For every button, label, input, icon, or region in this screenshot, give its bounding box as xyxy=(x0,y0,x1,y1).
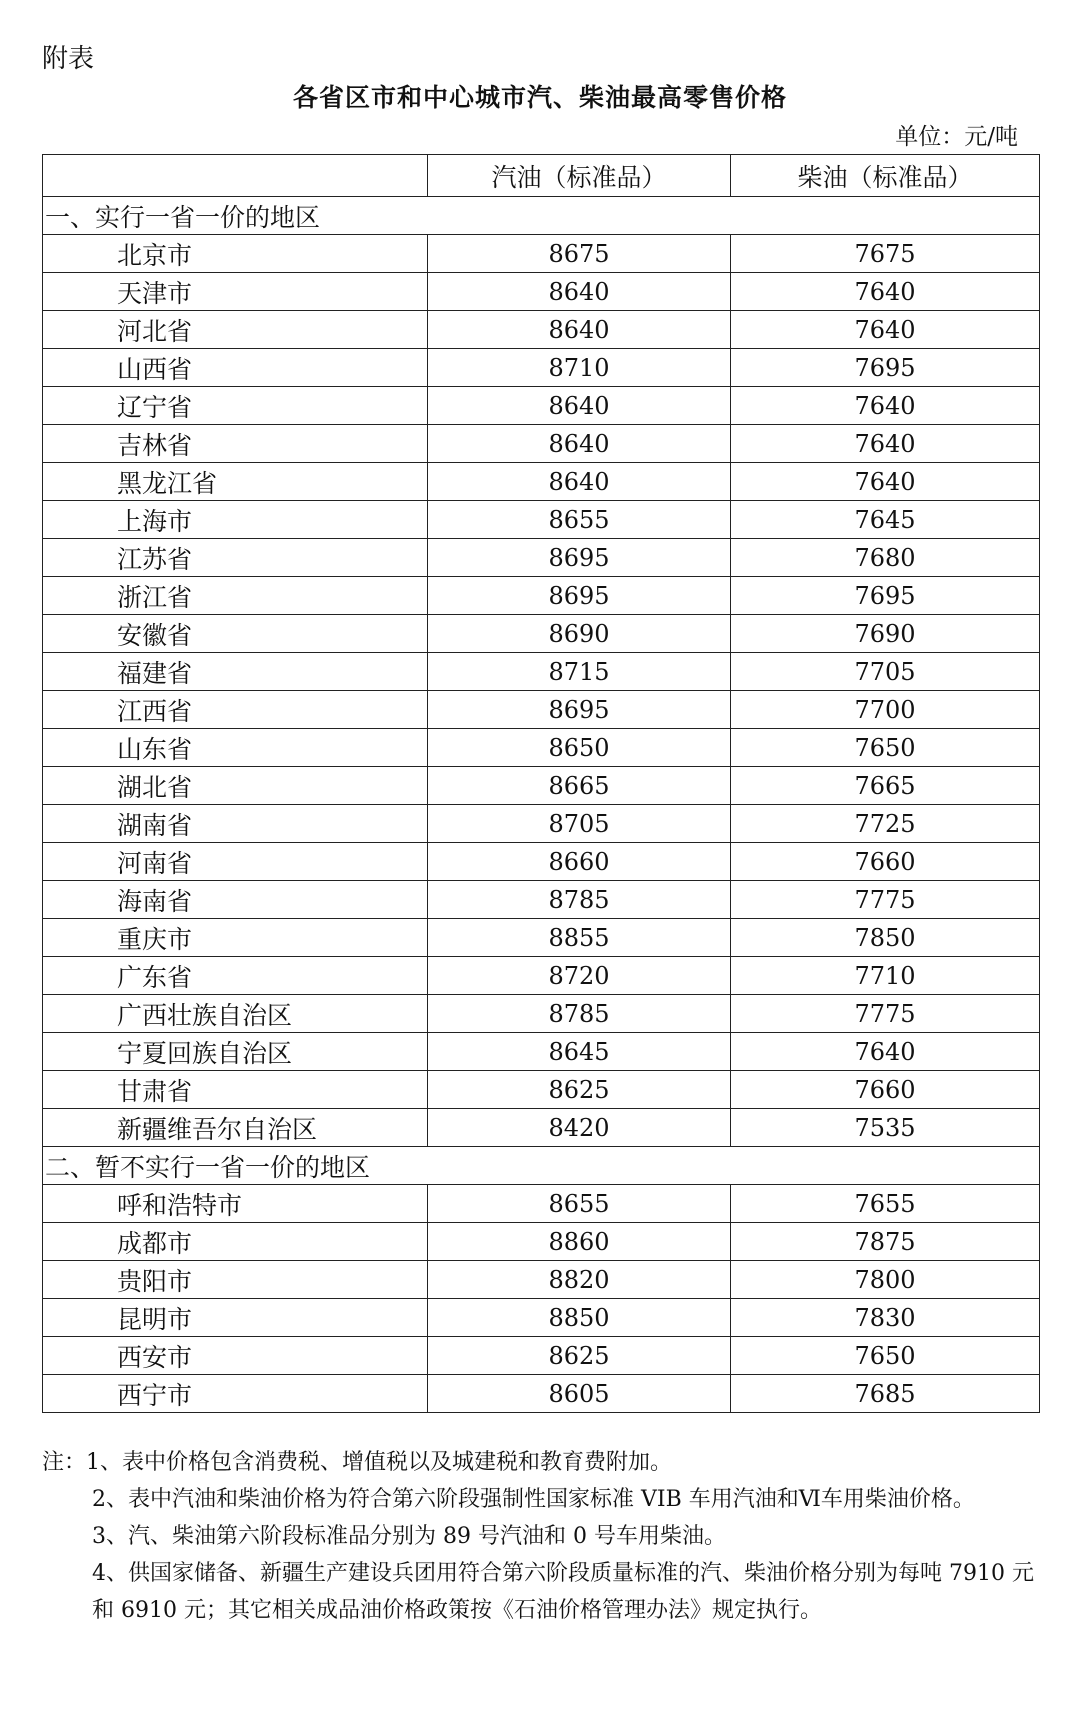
region-name: 西安市 xyxy=(43,1337,428,1375)
gasoline-price: 8695 xyxy=(428,539,731,577)
diesel-price: 7640 xyxy=(731,387,1040,425)
region-name: 甘肃省 xyxy=(43,1071,428,1109)
region-name: 浙江省 xyxy=(43,577,428,615)
table-row xyxy=(43,387,1040,425)
region-name: 广西壮族自治区 xyxy=(43,995,428,1033)
gasoline-price: 8650 xyxy=(428,729,731,767)
region-name: 河北省 xyxy=(43,311,428,349)
region-name: 广东省 xyxy=(43,957,428,995)
gasoline-price: 8860 xyxy=(428,1223,731,1261)
diesel-price: 7660 xyxy=(731,1071,1040,1109)
gasoline-price: 8855 xyxy=(428,919,731,957)
table-row xyxy=(43,843,1040,881)
diesel-price: 7645 xyxy=(731,501,1040,539)
note-3: 3、汽、柴油第六阶段标准品分别为 89 号汽油和 0 号车用柴油。 xyxy=(92,1524,726,1549)
section-row xyxy=(43,1147,1040,1185)
region-name: 上海市 xyxy=(43,501,428,539)
table-row xyxy=(43,729,1040,767)
header-diesel: 柴油（标准品） xyxy=(731,155,1040,197)
table-row xyxy=(43,919,1040,957)
gasoline-price: 8640 xyxy=(428,387,731,425)
region-name: 贵阳市 xyxy=(43,1261,428,1299)
gasoline-price: 8820 xyxy=(428,1261,731,1299)
region-name: 辽宁省 xyxy=(43,387,428,425)
table-row xyxy=(43,539,1040,577)
diesel-price: 7875 xyxy=(731,1223,1040,1261)
gasoline-price: 8675 xyxy=(428,235,731,273)
gasoline-price: 8695 xyxy=(428,577,731,615)
table-row xyxy=(43,1337,1040,1375)
region-name: 天津市 xyxy=(43,273,428,311)
table-row xyxy=(43,349,1040,387)
gasoline-price: 8605 xyxy=(428,1375,731,1413)
note-2: 2、表中汽油和柴油价格为符合第六阶段强制性国家标准 VIB 车用汽油和Ⅵ车用柴油价格。 xyxy=(92,1487,975,1512)
table-row xyxy=(43,1261,1040,1299)
region-name: 呼和浩特市 xyxy=(43,1185,428,1223)
gasoline-price: 8655 xyxy=(428,501,731,539)
table-row xyxy=(43,463,1040,501)
gasoline-price: 8710 xyxy=(428,349,731,387)
gasoline-price: 8785 xyxy=(428,881,731,919)
table-row xyxy=(43,805,1040,843)
diesel-price: 7690 xyxy=(731,615,1040,653)
diesel-price: 7685 xyxy=(731,1375,1040,1413)
table-header-row xyxy=(43,155,1040,197)
region-name: 重庆市 xyxy=(43,919,428,957)
table-row xyxy=(43,1071,1040,1109)
table-row xyxy=(43,311,1040,349)
table-row xyxy=(43,653,1040,691)
unit-label: 单位：元/吨 xyxy=(895,124,1018,150)
table-row xyxy=(43,425,1040,463)
table-row xyxy=(43,235,1040,273)
gasoline-price: 8640 xyxy=(428,311,731,349)
region-name: 河南省 xyxy=(43,843,428,881)
section-label: 二、暂不实行一省一价的地区 xyxy=(43,1147,1040,1185)
note-1: 注：1、表中价格包含消费税、增值税以及城建税和教育费附加。 xyxy=(42,1450,672,1475)
note-4: 4、供国家储备、新疆生产建设兵团用符合第六阶段质量标准的汽、柴油价格分别为每吨 7910 元和 6910 元；其它相关成品油价格政策按《石油价格管理办法》规定执行。 xyxy=(92,1561,1034,1623)
gasoline-price: 8640 xyxy=(428,273,731,311)
gasoline-price: 8665 xyxy=(428,767,731,805)
region-name: 成都市 xyxy=(43,1223,428,1261)
diesel-price: 7675 xyxy=(731,235,1040,273)
region-name: 吉林省 xyxy=(43,425,428,463)
gasoline-price: 8715 xyxy=(428,653,731,691)
table-row xyxy=(43,577,1040,615)
price-table xyxy=(42,154,1040,1413)
region-name: 黑龙江省 xyxy=(43,463,428,501)
diesel-price: 7650 xyxy=(731,1337,1040,1375)
gasoline-price: 8625 xyxy=(428,1071,731,1109)
diesel-price: 7650 xyxy=(731,729,1040,767)
gasoline-price: 8645 xyxy=(428,1033,731,1071)
region-name: 湖北省 xyxy=(43,767,428,805)
diesel-price: 7640 xyxy=(731,311,1040,349)
table-row xyxy=(43,881,1040,919)
table-row xyxy=(43,1375,1040,1413)
diesel-price: 7660 xyxy=(731,843,1040,881)
table-row xyxy=(43,273,1040,311)
region-name: 新疆维吾尔自治区 xyxy=(43,1109,428,1147)
region-name: 山西省 xyxy=(43,349,428,387)
gasoline-price: 8625 xyxy=(428,1337,731,1375)
gasoline-price: 8705 xyxy=(428,805,731,843)
gasoline-price: 8850 xyxy=(428,1299,731,1337)
table-row xyxy=(43,767,1040,805)
diesel-price: 7705 xyxy=(731,653,1040,691)
diesel-price: 7775 xyxy=(731,995,1040,1033)
diesel-price: 7655 xyxy=(731,1185,1040,1223)
gasoline-price: 8690 xyxy=(428,615,731,653)
section-label: 一、实行一省一价的地区 xyxy=(43,197,1040,235)
diesel-price: 7535 xyxy=(731,1109,1040,1147)
diesel-price: 7850 xyxy=(731,919,1040,957)
gasoline-price: 8640 xyxy=(428,425,731,463)
diesel-price: 7695 xyxy=(731,577,1040,615)
diesel-price: 7830 xyxy=(731,1299,1040,1337)
diesel-price: 7640 xyxy=(731,1033,1040,1071)
table-row xyxy=(43,1109,1040,1147)
notes xyxy=(42,1444,1042,1629)
region-name: 海南省 xyxy=(43,881,428,919)
gasoline-price: 8640 xyxy=(428,463,731,501)
gasoline-price: 8655 xyxy=(428,1185,731,1223)
diesel-price: 7710 xyxy=(731,957,1040,995)
section-row xyxy=(43,197,1040,235)
region-name: 福建省 xyxy=(43,653,428,691)
diesel-price: 7775 xyxy=(731,881,1040,919)
table-row xyxy=(43,1299,1040,1337)
region-name: 安徽省 xyxy=(43,615,428,653)
diesel-price: 7700 xyxy=(731,691,1040,729)
diesel-price: 7680 xyxy=(731,539,1040,577)
diesel-price: 7800 xyxy=(731,1261,1040,1299)
region-name: 北京市 xyxy=(43,235,428,273)
table-row xyxy=(43,957,1040,995)
diesel-price: 7695 xyxy=(731,349,1040,387)
region-name: 湖南省 xyxy=(43,805,428,843)
region-name: 宁夏回族自治区 xyxy=(43,1033,428,1071)
region-name: 山东省 xyxy=(43,729,428,767)
table-row xyxy=(43,615,1040,653)
table-row xyxy=(43,691,1040,729)
header-region xyxy=(43,155,428,197)
diesel-price: 7640 xyxy=(731,463,1040,501)
diesel-price: 7725 xyxy=(731,805,1040,843)
diesel-price: 7640 xyxy=(731,273,1040,311)
table-row xyxy=(43,1223,1040,1261)
gasoline-price: 8695 xyxy=(428,691,731,729)
region-name: 西宁市 xyxy=(43,1375,428,1413)
header-gasoline: 汽油（标准品） xyxy=(428,155,731,197)
appendix-label: 附表 xyxy=(42,44,95,74)
document-title: 各省区市和中心城市汽、柴油最高零售价格 xyxy=(292,83,787,112)
table-row xyxy=(43,1185,1040,1223)
gasoline-price: 8785 xyxy=(428,995,731,1033)
table-row xyxy=(43,501,1040,539)
gasoline-price: 8660 xyxy=(428,843,731,881)
table-row xyxy=(43,1033,1040,1071)
table-body xyxy=(43,197,1040,1413)
diesel-price: 7665 xyxy=(731,767,1040,805)
region-name: 江苏省 xyxy=(43,539,428,577)
gasoline-price: 8420 xyxy=(428,1109,731,1147)
table-row xyxy=(43,995,1040,1033)
region-name: 昆明市 xyxy=(43,1299,428,1337)
region-name: 江西省 xyxy=(43,691,428,729)
diesel-price: 7640 xyxy=(731,425,1040,463)
gasoline-price: 8720 xyxy=(428,957,731,995)
